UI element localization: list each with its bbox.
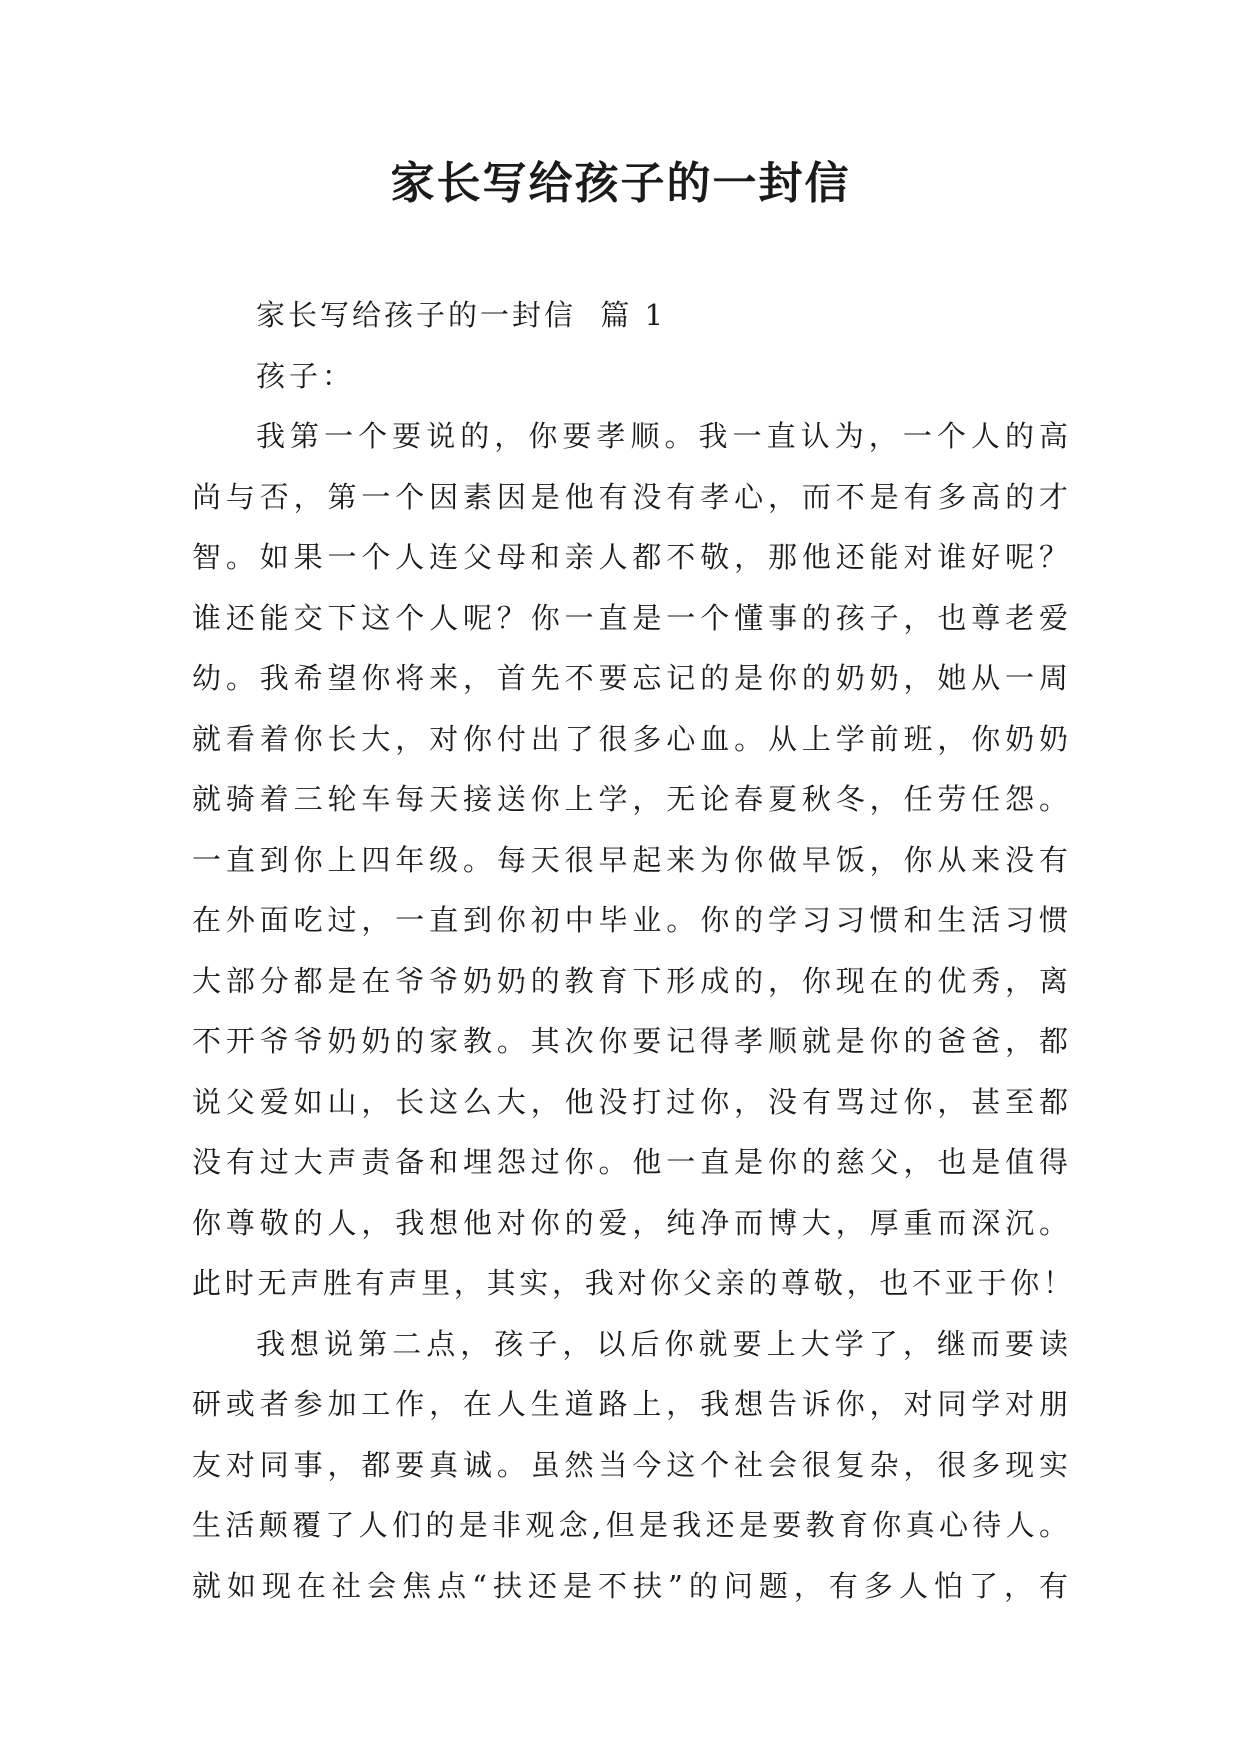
paragraph-line: 友对同事，都要真诚。虽然当今这个社会很复杂，很多现实 <box>192 1447 1072 1482</box>
paragraph-line: 没有过大声责备和埋怨过你。他一直是你的慈父，也是值得 <box>192 1145 1072 1179</box>
paragraph-line: 就骑着三轮车每天接送你上学，无论春夏秋冬，任劳任怨。 <box>192 782 1072 816</box>
paragraph-line: 我想说第二点，孩子，以后你就要上大学了，继而要读 <box>256 1326 1072 1361</box>
paragraph-line: 你尊敬的人，我想他对你的爱，纯净而博大，厚重而深沉。 <box>192 1205 1072 1240</box>
document-title: 家长写给孩子的一封信 <box>390 158 851 209</box>
paragraph-line: 就看着你长大，对你付出了很多心血。从上学前班，你奶奶 <box>192 721 1072 756</box>
paragraph-line: 智。如果一个人连父母和亲人都不敬，那他还能对谁好呢？ <box>192 540 1072 574</box>
paragraph-line: 在外面吃过，一直到你初中毕业。你的学习习惯和生活习惯 <box>192 903 1072 937</box>
paragraph-line: 尚与否，第一个因素因是他有没有孝心，而不是有多高的才 <box>192 479 1072 514</box>
paragraph-line: 研或者参加工作，在人生道路上，我想告诉你，对同学对朋 <box>192 1387 1072 1421</box>
paragraph-line: 生活颠覆了人们的是非观念,但是我还是要教育你真心待人。 <box>192 1508 1072 1542</box>
paragraph-line: 说父爱如山，长这么大，他没打过你，没有骂过你，甚至都 <box>192 1084 1072 1119</box>
salutation: 孩子： <box>256 358 356 393</box>
document-body <box>192 285 1072 1616</box>
paragraph-line: 此时无声胜有声里，其实，我对你父亲的尊敬，也不亚于你！ <box>192 1266 1072 1300</box>
section-heading: 家长写给孩子的一封信 篇 1 <box>256 298 667 332</box>
paragraph-line: 不开爷爷奶奶的家教。其次你要记得孝顺就是你的爸爸，都 <box>192 1024 1072 1058</box>
paragraph-line: 大部分都是在爷爷奶奶的教育下形成的，你现在的优秀，离 <box>192 963 1072 998</box>
paragraph-line: 谁还能交下这个人呢？你一直是一个懂事的孩子，也尊老爱 <box>192 600 1072 635</box>
paragraph-line: 一直到你上四年级。每天很早起来为你做早饭，你从来没有 <box>192 842 1072 877</box>
paragraph-line: 我第一个要说的，你要孝顺。我一直认为，一个人的高 <box>256 419 1072 453</box>
paragraph-line: 幼。我希望你将来，首先不要忘记的是你的奶奶，她从一周 <box>192 661 1072 695</box>
paragraph-line: 就如现在社会焦点“扶还是不扶”的问题，有多人怕了，有 <box>192 1568 1072 1603</box>
